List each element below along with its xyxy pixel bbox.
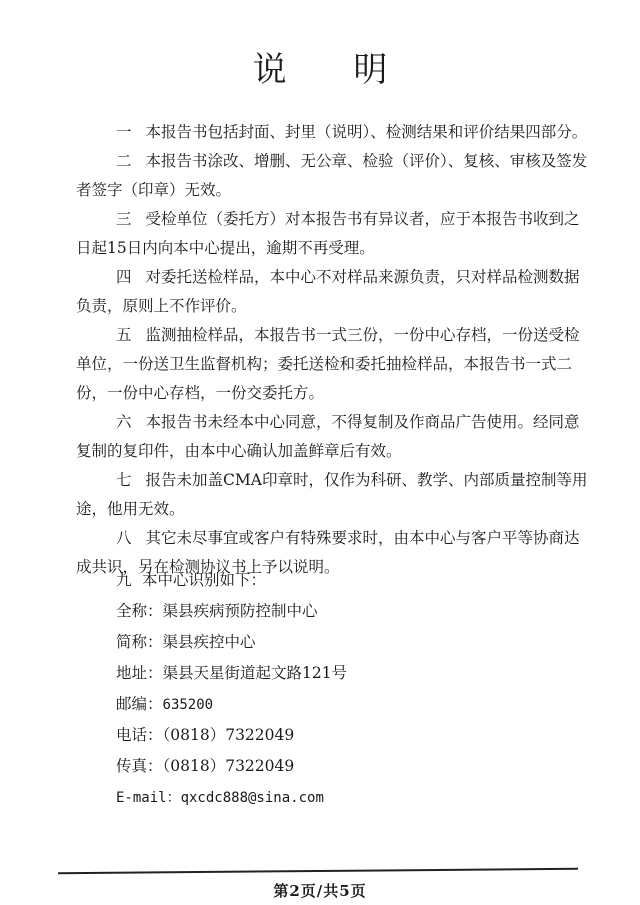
fax-row — [116, 751, 596, 782]
note-number: 七 — [116, 471, 132, 489]
address-row — [116, 658, 596, 689]
note-item — [76, 118, 592, 147]
short-name-label: 简称： — [116, 633, 163, 651]
note-text: 监测抽检样品，本报告书一式三份，一份中心存档，一份送受检单位，一份送卫生监督机构；委托送检和委托抽检样品，本报告书一式二份，一份中心存档，一份交委托方。 — [76, 326, 580, 402]
note-text: 本报告书包括封面、封里（说明）、检测结果和评价结果四部分。 — [145, 123, 588, 141]
identification-heading — [116, 565, 596, 596]
email-row — [116, 782, 596, 813]
postcode-row — [116, 689, 596, 720]
notes-list — [76, 118, 592, 582]
phone-row — [116, 720, 596, 751]
footer-divider — [58, 868, 578, 875]
email-label: E-mail： — [116, 790, 181, 806]
note-number: 一 — [116, 123, 132, 141]
identification-heading-text: 本中心识别如下： — [142, 571, 267, 589]
address-value: 渠县天星街道起文路121号 — [162, 664, 348, 682]
note-number: 二 — [116, 152, 132, 170]
center-identification — [116, 565, 596, 813]
short-name-value: 渠县疾控中心 — [162, 633, 256, 651]
phone-value: （0818）7322049 — [162, 726, 295, 744]
email-value: qxcdc888@sina.com — [180, 790, 324, 806]
note-item — [76, 147, 592, 205]
note-item — [76, 408, 592, 466]
note-number: 六 — [116, 413, 132, 431]
note-text: 其它未尽事宜或客户有特殊要求时，由本中心与客户平等协商达成共识，另在检测协议书上予以说明。 — [76, 529, 580, 576]
full-name-label: 全称： — [116, 602, 163, 620]
note-number: 五 — [116, 326, 132, 344]
short-name-row — [116, 627, 596, 658]
note-text: 本报告书涂改、增删、无公章、检验（评价）、复核、审核及签发者签字（印章）无效。 — [76, 152, 588, 199]
fax-label: 传真： — [116, 757, 163, 775]
full-name-row — [116, 596, 596, 627]
page-number: 第2页/共5页 — [273, 882, 367, 900]
note-item — [76, 205, 592, 263]
note-text: 本报告书未经本中心同意，不得复制及作商品广告使用。经同意复制的复印件，由本中心确认加盖鲜章后有效。 — [76, 413, 580, 460]
note-text: 受检单位（委托方）对本报告书有异议者，应于本报告书收到之日起15日内向本中心提出，逾期不再受理。 — [76, 210, 580, 257]
page-title: 说 明 — [252, 50, 416, 90]
note-item — [76, 321, 592, 408]
address-label: 地址： — [116, 664, 163, 682]
note-item — [76, 263, 592, 321]
phone-label: 电话： — [116, 726, 163, 744]
note-number: 八 — [116, 529, 132, 547]
note-text: 对委托送检样品，本中心不对样品来源负责，只对样品检测数据负责，原则上不作评价。 — [76, 268, 580, 315]
postcode-label: 邮编： — [116, 695, 163, 713]
postcode-value: 635200 — [162, 697, 214, 713]
note-number: 三 — [116, 210, 132, 228]
note-text: 报告未加盖CMA印章时，仅作为科研、教学、内部质量控制等用途，他用无效。 — [76, 471, 588, 518]
full-name-value: 渠县疾病预防控制中心 — [162, 602, 318, 620]
fax-value: （0818）7322049 — [162, 757, 295, 775]
note-item — [76, 466, 592, 524]
note-number: 四 — [116, 268, 132, 286]
note-number: 九 — [116, 571, 132, 589]
